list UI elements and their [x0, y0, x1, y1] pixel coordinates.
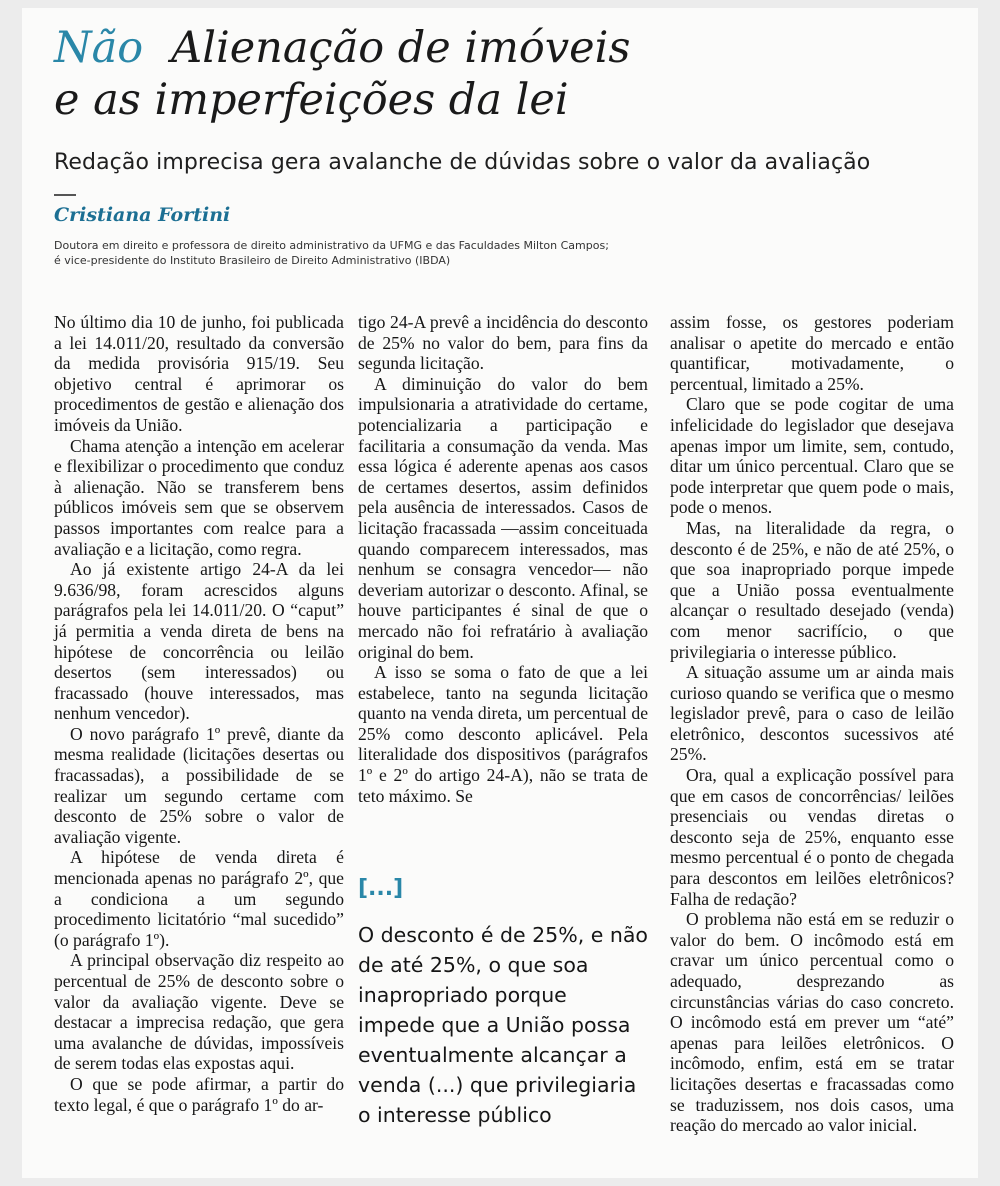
headline-kicker: Não: [54, 23, 144, 73]
paragraph: O problema não está em se reduzir o valor do bem. O incômodo está em cravar um único percentual como o adequado, desprezando as circunstâncias várias do caso concreto. O incômodo está em prever um “até” apenas para leilões eletrônicos. O incômodo, enfim, está em se tratar licitações desertas e fracassadas como se traduzissem, nos dois casos, uma reação do mercado ao valor inicial.: [670, 909, 954, 1136]
paragraph: Ora, qual a explicação possível para que em casos de concorrências/ leilões presenciais ou vendas diretas o desconto seja de 25%, enquanto esse mesmo percentual é o ponto de chegada para descontos em leilões eletrônicos? Falha de redação?: [670, 765, 954, 909]
paragraph: Mas, na literalidade da regra, o desconto é de 25%, e não de até 25%, o que soa inapropriado porque impede que a União possa eventualmente alcançar o resultado desejado (venda) com menor sacrifício, o que privilegiaria o interesse público.: [670, 517, 954, 662]
pull-quote-marker: [...]: [358, 876, 404, 901]
headline-title-line1: Alienação de imóveis: [171, 23, 631, 73]
paragraph: O que se pode afirmar, a partir do texto legal, é que o parágrafo 1º do ar-: [54, 1073, 344, 1115]
paragraph: O novo parágrafo 1º prevê, diante da mesma realidade (licitações desertas ou fracassadas), a possibilidade de se realizar um segundo certame com desconto de 25% sobre o valor de avaliação vigente.: [54, 723, 344, 847]
headline: [54, 22, 954, 126]
author-bio: [54, 238, 694, 268]
paragraph: A diminuição do valor do bem impulsionaria a atratividade do certame, potencializaria a participação e facilitaria a consumação da venda. Mas essa lógica é aderente apenas aos casos de certames desertos, assim definidos pela ausência de interessados. Casos de licitação fracassada —assim conceituada quando comparecem interessados, mas nenhum se consagra vencedor— não deveriam autorizar o desconto. Afinal, se houve participantes é sinal de que o mercado não foi refratário à avaliação original do bem.: [358, 373, 648, 662]
paragraph: Chama atenção a intenção em acelerar e flexibilizar o procedimento que conduz à alienação. Não se transferem bens públicos imóveis sem que se observem passos importantes com realce para a avaliação e a licitação, como regra.: [54, 435, 344, 559]
paragraph: Ao já existente artigo 24-A da lei 9.636/98, foram acrescidos alguns parágrafos pela lei 14.011/20. O “caput” já permitia a venda direta de bens na hipótese de concorrência ou leilão desertos (sem interessados) ou fracassado (houve interessados, mas nenhum vencedor).: [54, 559, 344, 724]
paragraph: A isso se soma o fato de que a lei estabelece, tanto na segunda licitação quanto na venda direta, um percentual de 25% como desconto aplicável. Pela literalidade dos dispositivos (parágrafos 1º e 2º do artigo 24-A), não se trata de teto máximo. Se: [358, 662, 648, 806]
author-bio-line2: é vice-presidente do Instituto Brasileiro de Direito Administrativo (IBDA): [54, 254, 451, 267]
paragraph: A principal observação diz respeito ao percentual de 25% de desconto sobre o valor da avaliação vigente. Deve se destacar a imprecisa redação, que gera uma avalanche de dúvidas, impossíveis de serem todas elas expostas aqui.: [54, 950, 344, 1074]
article-column-2: [358, 312, 648, 806]
author-bio-line1: Doutora em direito e professora de direito administrativo da UFMG e das Faculdades Milton Campos;: [54, 239, 609, 252]
paragraph: No último dia 10 de junho, foi publicada a lei 14.011/20, resultado da conversão da medida provisória 915/19. Seu objetivo central é aprimorar os procedimentos de gestão e alienação dos imóveis da União.: [54, 312, 344, 435]
pull-quote: O desconto é de 25%, e não de até 25%, o que soa inapropriado porque impede que a União possa eventualmente alcançar a venda (...) que privilegiaria o interesse público: [358, 923, 648, 1127]
paragraph: Claro que se pode cogitar de uma infelicidade do legislador que desejava apenas impor um limite, sem, contudo, ditar um único percentual. Claro que se pode interpretar que quem pode o mais, pode o menos.: [670, 394, 954, 518]
article-column-3: [670, 312, 954, 1136]
author-divider: [54, 194, 76, 196]
paragraph: A hipótese de venda direta é mencionada apenas no parágrafo 2º, que a condiciona a um segundo procedimento licitatório “mal sucedido” (o parágrafo 1º).: [54, 847, 344, 950]
paragraph: assim fosse, os gestores poderiam analisar o apetite do mercado e então quantificar, motivadamente, o percentual, limitado a 25%.: [670, 312, 954, 394]
paragraph: tigo 24-A prevê a incidência do desconto de 25% no valor do bem, para fins da segunda licitação.: [358, 312, 648, 374]
headline-title-line2: e as imperfeições da lei: [54, 75, 569, 125]
subtitle: Redação imprecisa gera avalanche de dúvidas sobre o valor da avaliação: [54, 150, 871, 175]
author-name: Cristiana Fortini: [54, 204, 231, 226]
newspaper-page: [22, 8, 978, 1178]
article-column-1: [54, 312, 344, 1115]
paragraph: A situação assume um ar ainda mais curioso quando se verifica que o mesmo legislador prevê, para o caso de leilão eletrônico, descontos sucessivos até 25%.: [670, 662, 954, 765]
